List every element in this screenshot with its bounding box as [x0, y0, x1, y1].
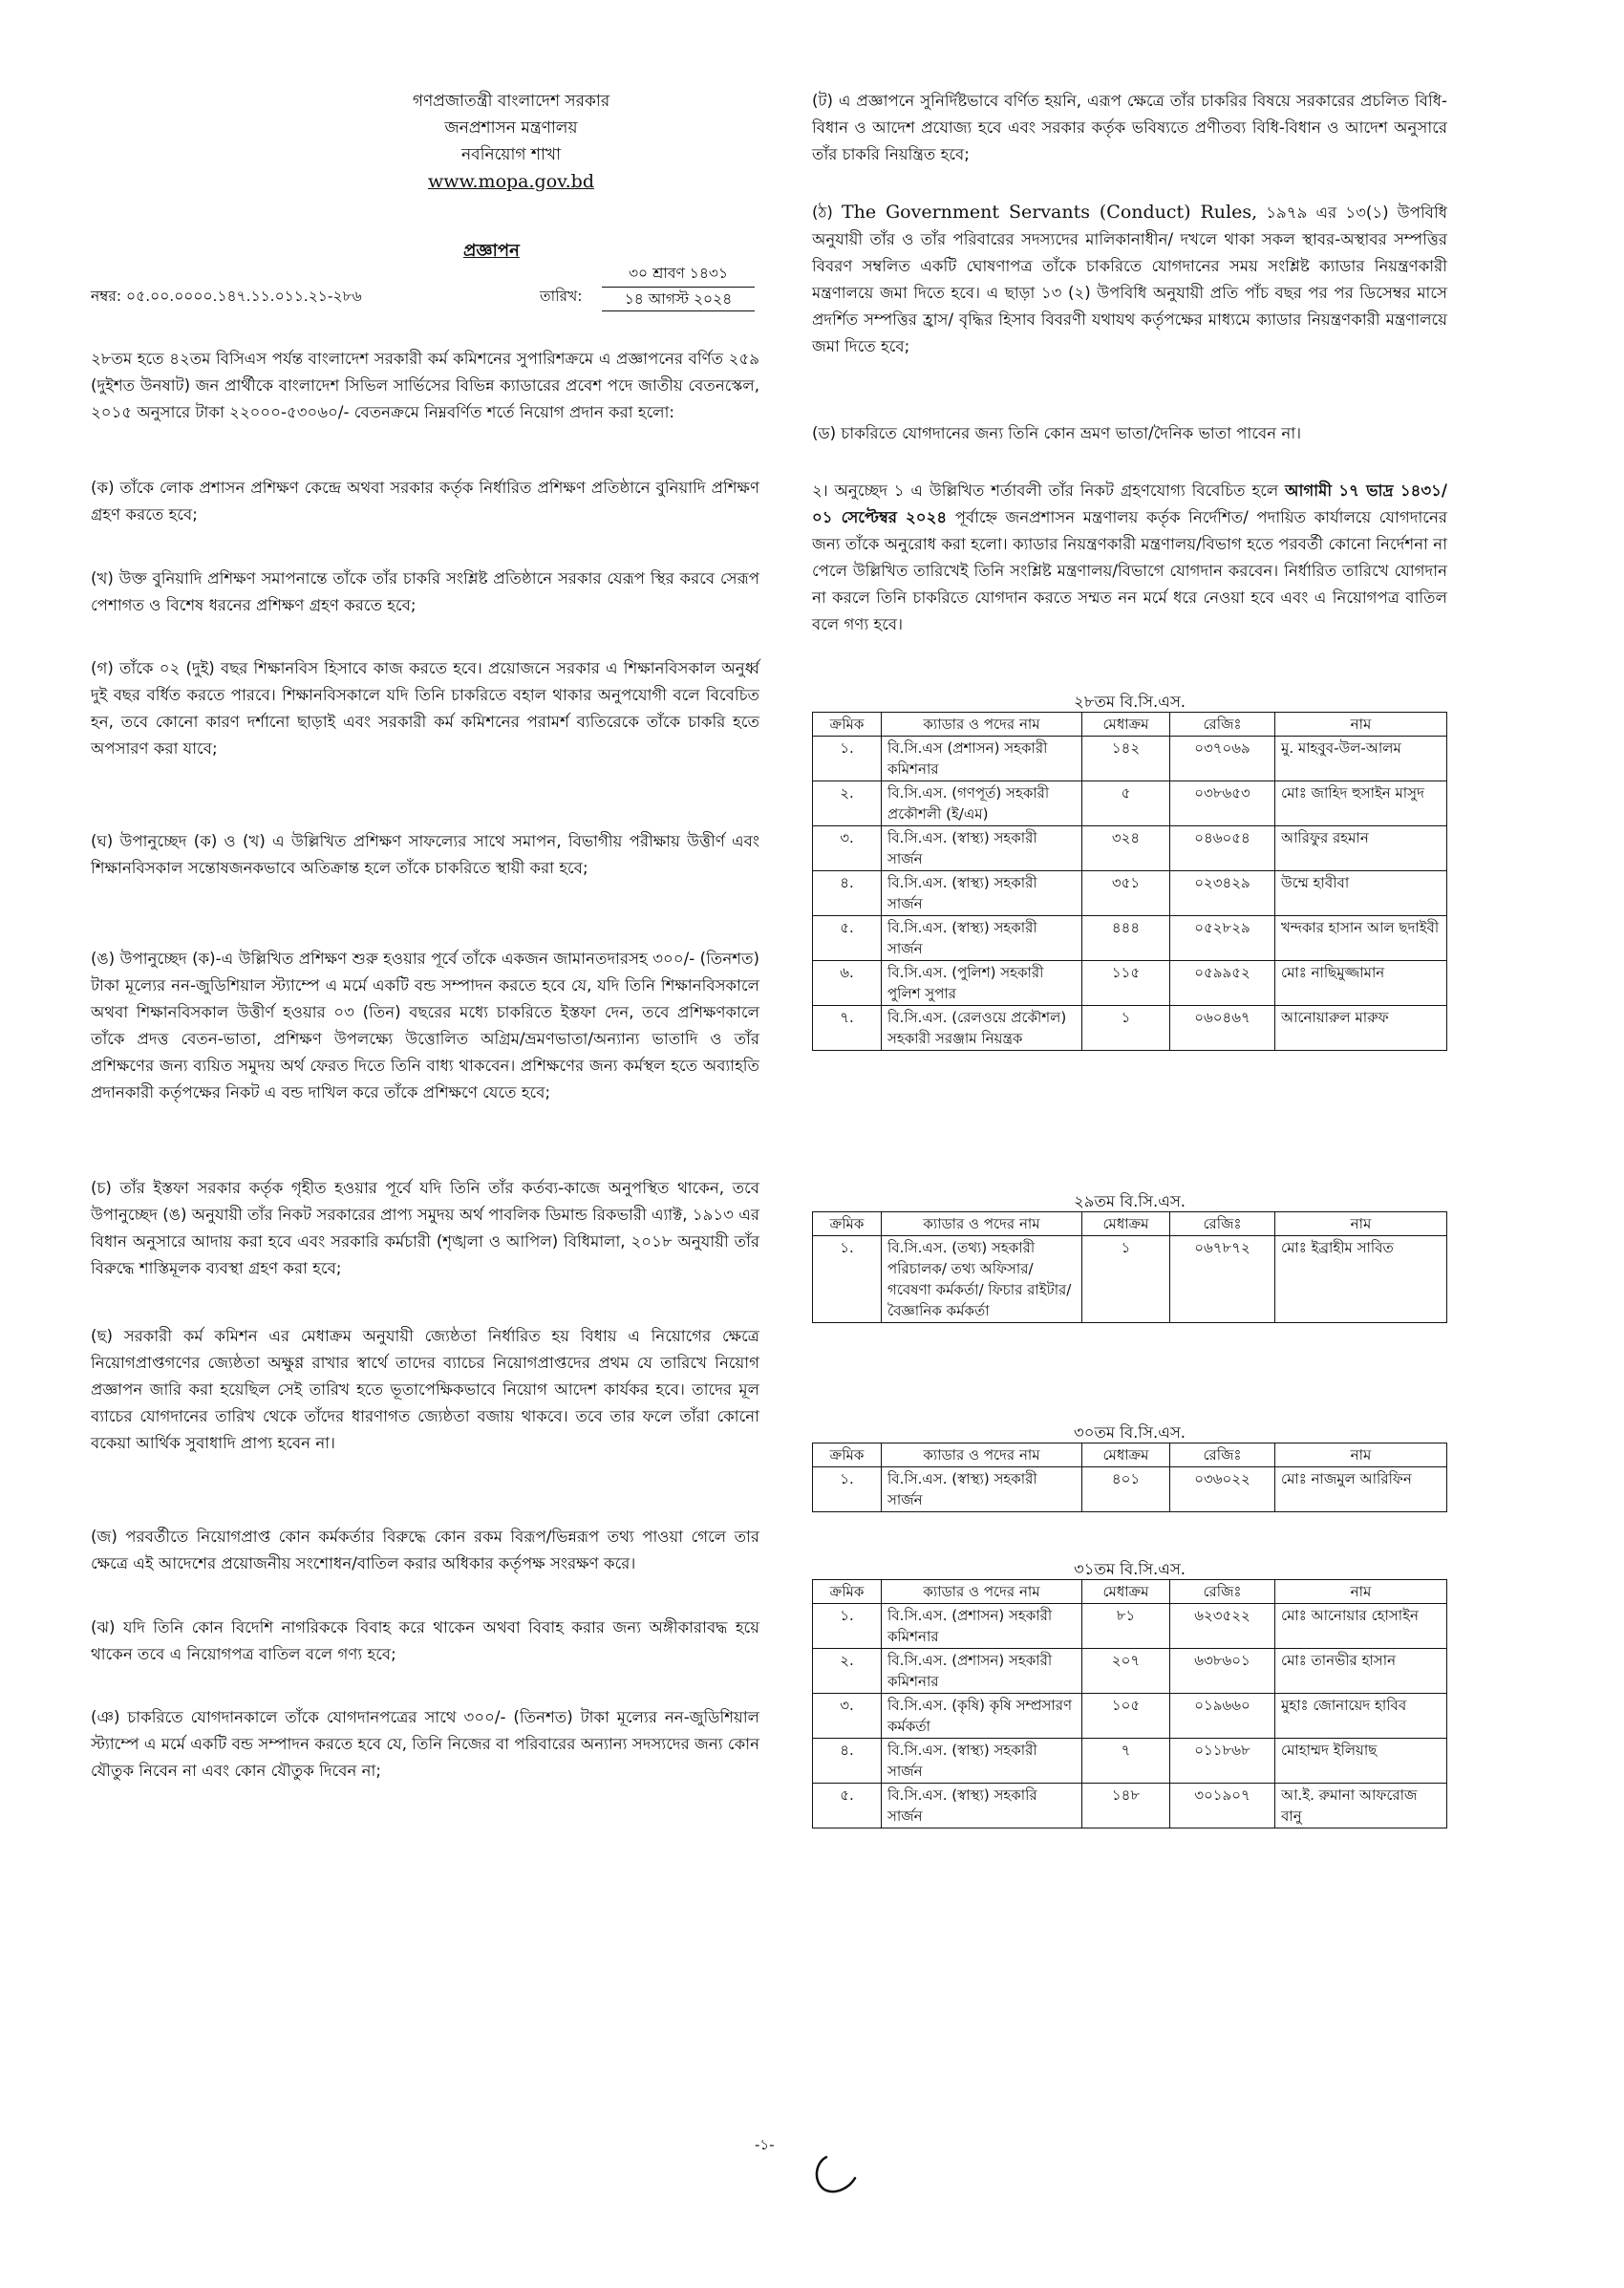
clause-nya	[91, 1704, 759, 1785]
cell-reg: ৬২৩৫২২	[1170, 1604, 1275, 1649]
clause-text: (খ) উক্ত বুনিয়াদি প্রশিক্ষণ সমাপনান্তে তাঁকে তাঁর চাকরি সংশ্লিষ্ট প্রতিষ্ঠানে সরকার যেরূপ স্থির করবে সেরূপ পেশাগত ও বিশেষ ধরনের প্রশিক্ষণ গ্রহণ করতে হবে;	[91, 569, 759, 614]
cell-reg: ০১১৮৬৮	[1170, 1739, 1275, 1784]
cell-reg: ০১৯৬৬০	[1170, 1694, 1275, 1739]
govt-name: গণপ্রজাতন্ত্রী বাংলাদেশ সরকার	[412, 92, 610, 111]
cell-reg: ৩০১৯০৭	[1170, 1784, 1275, 1828]
cell-merit: ১১৫	[1082, 961, 1170, 1006]
cell-name: আ.ই. রুমানা আফরোজ বানু	[1275, 1784, 1447, 1828]
appointee-table-31	[812, 1579, 1447, 1828]
signature-mark	[807, 2149, 874, 2197]
cell-serial: ৪.	[813, 1739, 882, 1784]
letterhead	[310, 88, 712, 195]
cell-name: মোঃ নাজমুল আরিফিন	[1275, 1467, 1447, 1512]
date-block	[602, 262, 755, 311]
cell-serial: ২.	[813, 1649, 882, 1694]
table-row	[813, 1649, 1447, 1694]
cell-serial: ২.	[813, 781, 882, 826]
batch-title-30: ৩০তম বি.সি.এস.	[1074, 1423, 1186, 1442]
table-row	[813, 1694, 1447, 1739]
table-header-row	[813, 1212, 1447, 1236]
cell-serial: ৩.	[813, 1694, 882, 1739]
cell-serial: ৬.	[813, 961, 882, 1006]
page-number: -১-	[755, 2136, 775, 2153]
cell-reg: ০৬০৪৬৭	[1170, 1006, 1275, 1051]
clause-text: (জ) পরবর্তীতে নিয়োগপ্রাপ্ত কোন কর্মকর্তার বিরুদ্ধে কোন রকম বিরূপ/ভিন্নরূপ তথ্য পাওয়া গেলে তার ক্ষেত্রে এই আদেশের প্রয়োজনীয় সংশোধন/বাতিল করার অধিকার কর্তৃপক্ষ সংরক্ষণ করে।	[91, 1528, 760, 1572]
table-row	[813, 826, 1447, 871]
cell-name: মুহাঃ জোনায়েদ হাবিব	[1275, 1694, 1447, 1739]
cell-cadre: বি.সি.এস. (স্বাস্থ্য) সহকারী সার্জন	[882, 916, 1082, 961]
header-name: নাম	[1275, 713, 1447, 737]
cell-cadre: বি.সি.এস. (স্বাস্থ্য) সহকারী সার্জন	[882, 1739, 1082, 1784]
table-row	[813, 961, 1447, 1006]
cell-cadre: বি.সি.এস. (তথ্য) সহকারী পরিচালক/ তথ্য অফিসার/ গবেষণা কর্মকর্তা/ ফিচার রাইটার/ বৈজ্ঞানিক কর্মকর্তা	[882, 1236, 1082, 1323]
intro-text: ২৮তম হতে ৪২তম বিসিএস পর্যন্ত বাংলাদেশ সরকারী কর্ম কমিশনের সুপারিশক্রমে এ প্রজ্ঞাপনের বর্ণিত ২৫৯ (দুইশত উনষাট) জন প্রার্থীকে বাংলাদেশ সিভিল সার্ভিসের বিভিন্ন ক্যাডারের প্রবেশ পদে জাতীয় বেতনস্কেল, ২০১৫ অনুসারে টাকা ২২০০০-৫৩০৬০/- বেতনক্রমে নিম্নবর্ণিত শর্তে নিয়োগ প্রদান করা হলো:	[91, 350, 759, 421]
header-cadre: ক্যাডার ও পদের নাম	[882, 1443, 1082, 1467]
date-label: তারিখ:	[540, 288, 583, 305]
p2-start: ২। অনুচ্ছেদ ১ এ উল্লিখিত শর্তাবলী তাঁর নিকট গ্রহণযোগ্য বিবেচিত হলে	[812, 481, 1286, 500]
clause-umo	[91, 946, 759, 1106]
website-link[interactable]: www.mopa.gov.bd	[427, 171, 594, 192]
cell-merit: ৫	[1082, 781, 1170, 826]
header-merit: মেধাক্রম	[1082, 1443, 1170, 1467]
clause-text: (ছ) সরকারী কর্ম কমিশন এর মেধাক্রম অনুযায়ী জ্যেষ্ঠতা নির্ধারিত হয় বিধায় এ নিয়োগের ক্ষেত্রে নিয়োগপ্রাপ্তগণের জ্যেষ্ঠতা অক্ষুণ্ণ রাখার স্বার্থে তাদের ব্যাচের নিয়োগপ্রাপ্তদের প্রথম যে তারিখে নিয়োগ প্রজ্ঞাপন জারি করা হয়েছিল সেই তারিখ হতে ভূতাপেক্ষিকভাবে নিয়োগ আদেশ কার্যকর হবে। তাদের মূল ব্যাচের যোগদানের তারিখ থেকে তাঁদের ধারণাগত জ্যেষ্ঠতা বজায় থাকবে। তবে তার ফলে তাঁরা কোনো বকেয়া আর্থিক সুবাধাদি প্রাপ্য হবেন না।	[91, 1327, 760, 1452]
header-serial: ক্রমিক	[813, 1212, 882, 1236]
cell-cadre: বি.সি.এস. (গণপূর্ত) সহকারী প্রকৌশলী (ই/এম)	[882, 781, 1082, 826]
header-cadre: ক্যাডার ও পদের নাম	[882, 1212, 1082, 1236]
cell-reg: ০৩৬০২২	[1170, 1467, 1275, 1512]
header-serial: ক্রমিক	[813, 1580, 882, 1604]
cell-name: মোঃ ইব্রাহীম সাবিত	[1275, 1236, 1447, 1323]
clause-da	[812, 420, 1447, 447]
table-row	[813, 781, 1447, 826]
cell-merit: ৪০১	[1082, 1467, 1170, 1512]
batch-title-28: ২৮তম বি.সি.এস.	[1074, 693, 1186, 711]
ministry-name: জনপ্রশাসন মন্ত্রণালয়	[444, 118, 578, 138]
cell-reg: ০৬৭৮৭২	[1170, 1236, 1275, 1323]
clause-text	[812, 199, 1447, 360]
table-row	[813, 916, 1447, 961]
table-row	[813, 1739, 1447, 1784]
clause-text: (ঙ) উপানুচ্ছেদ (ক)-এ উল্লিখিত প্রশিক্ষণ শুরু হওয়ার পূর্বে তাঁকে একজন জামানতদারসহ ৩০০/- (তিনশত) টাকা মূল্যের নন-জুডিশিয়াল স্ট্যাম্পে এ মর্মে একটি বন্ড সম্পাদন করতে হবে যে, যদি তিনি শিক্ষানবিসকালে অথবা শিক্ষানবিসকাল উত্তীর্ণ হওয়ার ০৩ (তিন) বছরের মধ্যে চাকরিতে ইস্তফা দেন, তবে প্রশিক্ষণকালে তাঁকে প্রদত্ত বেতন-ভাতা, প্রশিক্ষণ উপলক্ষ্যে উত্তোলিত অগ্রিম/ভ্রমণভাতা/অন্যান্য ভাতাদি ও তাঁর প্রশিক্ষণের জন্য ব্যয়িত সমুদয় অর্থ ফেরত দিতে তিনি বাধ্য থাকবেন। প্রশিক্ষণের জন্য কর্মস্থল হতে অব্যাহতি প্রদানকারী কর্তৃপক্ষের নিকট এ বন্ড দাখিল করে তাঁকে প্রশিক্ষণে যেতে হবে;	[91, 950, 759, 1101]
cell-cadre: বি.সি.এস. (পুলিশ) সহকারী পুলিশ সুপার	[882, 961, 1082, 1006]
header-serial: ক্রমিক	[813, 1443, 882, 1467]
table-row	[813, 1006, 1447, 1051]
cell-cadre: বি.সি.এস. (স্বাস্থ্য) সহকারী সার্জন	[882, 826, 1082, 871]
batch-title-29: ২৯তম বি.সি.এস.	[1074, 1192, 1186, 1210]
clause-text: (ঝ) যদি তিনি কোন বিদেশি নাগরিককে বিবাহ করে থাকেন অথবা বিবাহ করার জন্য অঙ্গীকারাবদ্ধ হয়ে থাকেন তবে এ নিয়োগপত্র বাতিল বলে গণ্য হবে;	[91, 1618, 759, 1663]
header-reg: রেজিঃ	[1170, 1443, 1275, 1467]
cell-merit: ১৪৮	[1082, 1784, 1170, 1828]
date-english: ১৪ আগস্ট ২০২৪	[602, 288, 755, 311]
clause-text: (ঞ) চাকরিতে যোগদানকালে তাঁকে যোগদানপত্রের সাথে ৩০০/- (তিনশত) টাকা মূল্যের নন-জুডিশিয়াল স্ট্যাম্পে এ মর্মে একটি বন্ড সম্পাদন করতে হবে যে, তিনি নিজের বা পরিবারের অন্যান্য সদস্যদের জন্য কোন যৌতুক নিবেন না এবং কোন যৌতুক দিবেন না;	[91, 1708, 759, 1780]
table-row	[813, 1784, 1447, 1828]
joining-instruction	[812, 478, 1447, 638]
cell-reg: ০৪৬০৫৪	[1170, 826, 1275, 871]
cell-reg: ০৩৮৬৫৩	[1170, 781, 1275, 826]
cell-name: মোঃ জাহিদ হুসাইন মাসুদ	[1275, 781, 1447, 826]
cell-merit: ৮১	[1082, 1604, 1170, 1649]
cell-name: মোঃ তানভীর হাসান	[1275, 1649, 1447, 1694]
conduct-rules-title: The Government Servants (Conduct) Rules,	[841, 202, 1258, 223]
clause-ja	[91, 1524, 759, 1577]
clause-text: (ট) এ প্রজ্ঞাপনে সুনির্দিষ্টভাবে বর্ণিত হয়নি, এরূপ ক্ষেত্রে তাঁর চাকরির বিষয়ে সরকারের প্রচলিত বিধি-বিধান ও আদেশ প্রযোজ্য হবে এবং সরকার কর্তৃক ভবিষ্যতে প্রণীতব্য বিধি-বিধান ও আদেশ অনুসারে তাঁর চাকরি নিয়ন্ত্রিত হবে;	[812, 92, 1447, 163]
appointee-table-29	[812, 1211, 1447, 1323]
header-cadre: ক্যাডার ও পদের নাম	[882, 1580, 1082, 1604]
cell-serial: ৪.	[813, 871, 882, 916]
cell-cadre: বি.সি.এস. (কৃষি) কৃষি সম্প্রসারণ কর্মকর্তা	[882, 1694, 1082, 1739]
cell-name: আরিফুর রহমান	[1275, 826, 1447, 871]
cell-merit: ১	[1082, 1236, 1170, 1323]
clause-text: (ড) চাকরিতে যোগদানের জন্য তিনি কোন ভ্রমণ ভাতা/দৈনিক ভাতা পাবেন না।	[812, 424, 1302, 442]
clause-text: (ক) তাঁকে লোক প্রশাসন প্রশিক্ষণ কেন্দ্রে অথবা সরকার কর্তৃক নির্ধারিত প্রশিক্ষণ প্রতিষ্ঠানে বুনিয়াদি প্রশিক্ষণ গ্রহণ করতে হবে;	[91, 479, 759, 524]
clause-ca	[91, 1175, 759, 1282]
cell-name: আনোয়ারুল মারুফ	[1275, 1006, 1447, 1051]
cell-cadre: বি.সি.এস. (প্রশাসন) সহকারী কমিশনার	[882, 1649, 1082, 1694]
table-header-row	[813, 713, 1447, 737]
clause-text: (চ) তাঁর ইস্তফা সরকার কর্তৃক গৃহীত হওয়ার পূর্বে যদি তিনি তাঁর কর্তব্য-কাজে অনুপস্থিত থাকেন, তবে উপানুচ্ছেদ (ঙ) অনুযায়ী তাঁর নিকট সরকারের প্রাপ্য সমুদয় অর্থ পাবলিক ডিমান্ড রিকভারী এ্যাক্ট, ১৯১৩ এর বিধান অনুসারে আদায় করা হবে এবং সরকারি কর্মচারী (শৃঙ্খলা ও আপিল) বিধিমালা, ২০১৮ অনুযায়ী তাঁর বিরুদ্ধে শাস্তিমূলক ব্যবস্থা গ্রহণ করা হবে;	[91, 1179, 759, 1277]
appointee-table-28	[812, 712, 1447, 1051]
cell-serial: ১.	[813, 1467, 882, 1512]
header-merit: মেধাক্রম	[1082, 1580, 1170, 1604]
table-row	[813, 737, 1447, 781]
cell-cadre: বি.সি.এস (প্রশাসন) সহকারী কমিশনার	[882, 737, 1082, 781]
memo-number: নম্বর: ০৫.০০.০০০০.১৪৭.১১.০১১.২১-২৮৬	[91, 288, 362, 305]
cell-reg: ০৫৯৯৫২	[1170, 961, 1275, 1006]
cell-name: মু. মাহবুব-উল-আলম	[1275, 737, 1447, 781]
cell-merit: ২০৭	[1082, 1649, 1170, 1694]
cell-merit: ১	[1082, 1006, 1170, 1051]
clause-ga	[91, 655, 759, 762]
clause-kha	[91, 566, 759, 619]
cell-cadre: বি.সি.এস. (স্বাস্থ্য) সহকারি সার্জন	[882, 1784, 1082, 1828]
header-reg: রেজিঃ	[1170, 713, 1275, 737]
clause-gha	[91, 828, 759, 882]
intro-paragraph	[91, 346, 759, 426]
clause-tha	[812, 199, 1447, 360]
clause-prefix: (ঠ)	[812, 203, 842, 222]
cell-serial: ৫.	[813, 916, 882, 961]
header-merit: মেধাক্রম	[1082, 1212, 1170, 1236]
cell-reg: ৬৩৮৬০১	[1170, 1649, 1275, 1694]
clause-ta	[812, 88, 1447, 168]
batch-title-31: ৩১তম বি.সি.এস.	[1074, 1560, 1186, 1578]
cell-cadre: বি.সি.এস. (স্বাস্থ্য) সহকারী সার্জন	[882, 1467, 1082, 1512]
cell-serial: ১.	[813, 1236, 882, 1323]
cell-reg: ০৫২৮২৯	[1170, 916, 1275, 961]
joining-deadline: আগামী ১৭ ভাদ্র ১৪৩১/ ০১ সেপ্টেম্বর ২০২৪	[812, 481, 1447, 526]
clause-jha	[91, 1614, 759, 1668]
appointee-table-30	[812, 1443, 1447, 1512]
header-merit: মেধাক্রম	[1082, 713, 1170, 737]
table-row	[813, 1236, 1447, 1323]
clause-cha	[91, 1323, 759, 1457]
header-cadre: ক্যাডার ও পদের নাম	[882, 713, 1082, 737]
header-name: নাম	[1275, 1580, 1447, 1604]
cell-serial: ৫.	[813, 1784, 882, 1828]
p2-end: পূর্বাহ্নে জনপ্রশাসন মন্ত্রণালয় কর্তৃক নির্দেশিত/ পদায়িত কার্যালয়ে যোগদানের জন্য তাঁকে অনুরোধ করা হলো। ক্যাডার নিয়ন্ত্রণকারী মন্ত্রণালয়/বিভাগ হতে পরবর্তী কোনো নির্দেশনা না পেলে উল্লিখিত তারিখেই তিনি সংশ্লিষ্ট মন্ত্রণালয়/বিভাগে যোগদান করবেন। নির্ধারিত তারিখে যোগদান না করলে তিনি চাকরিতে যোগদান করতে সম্মত নন মর্মে ধরে নেওয়া হবে এবং এ নিয়োগপত্র বাতিল বলে গণ্য হবে।	[812, 508, 1447, 633]
cell-merit: ৭	[1082, 1739, 1170, 1784]
cell-name: মোহাম্মদ ইলিয়াছ	[1275, 1739, 1447, 1784]
clause-text: (গ) তাঁকে ০২ (দুই) বছর শিক্ষানবিস হিসাবে কাজ করতে হবে। প্রয়োজনে সরকার এ শিক্ষানবিসকাল অনুর্ধ্ব দুই বছর বর্ধিত করতে পারবে। শিক্ষানবিসকালে যদি তিনি চাকরিতে বহাল থাকার অনুপযোগী বলে বিবেচিত হন, তবে কোনো কারণ দর্শানো ছাড়াই এবং সরকারী কর্ম কমিশনের পরামর্শ ব্যতিরেকে তাঁকে চাকরি হতে অপসারণ করা যাবে;	[91, 659, 759, 758]
cell-merit: ১০৫	[1082, 1694, 1170, 1739]
table-header-row	[813, 1443, 1447, 1467]
header-name: নাম	[1275, 1443, 1447, 1467]
cell-serial: ১.	[813, 737, 882, 781]
date-bangla: ৩০ শ্রাবণ ১৪৩১	[602, 262, 755, 288]
paragraph-2	[812, 478, 1447, 638]
cell-cadre: বি.সি.এস. (প্রশাসন) সহকারী কমিশনার	[882, 1604, 1082, 1649]
section-name: নবনিয়োগ শাখা	[460, 145, 562, 164]
cell-name: মোঃ আনোয়ার হোসাইন	[1275, 1604, 1447, 1649]
cell-merit: ৩৫১	[1082, 871, 1170, 916]
cell-reg: ০২৩৪২৯	[1170, 871, 1275, 916]
cell-serial: ৩.	[813, 826, 882, 871]
cell-cadre: বি.সি.এস. (স্বাস্থ্য) সহকারী সার্জন	[882, 871, 1082, 916]
table-row	[813, 871, 1447, 916]
cell-name: মোঃ নাছিমুজ্জামান	[1275, 961, 1447, 1006]
table-row	[813, 1604, 1447, 1649]
table-row	[813, 1467, 1447, 1512]
cell-merit: ১৪২	[1082, 737, 1170, 781]
header-serial: ক্রমিক	[813, 713, 882, 737]
page-title: প্রজ্ঞাপন	[463, 241, 520, 261]
cell-cadre: বি.সি.এস. (রেলওয়ে প্রকৌশল) সহকারী সরঞ্জাম নিয়ন্ত্রক	[882, 1006, 1082, 1051]
cell-reg: ০৩৭০৬৯	[1170, 737, 1275, 781]
header-reg: রেজিঃ	[1170, 1212, 1275, 1236]
clause-ka	[91, 475, 759, 528]
clause-text: (ঘ) উপানুচ্ছেদ (ক) ও (খ) এ উল্লিখিত প্রশিক্ষণ সাফল্যের সাথে সমাপন, বিভাগীয় পরীক্ষায় উত্তীর্ণ এবং শিক্ষানবিসকাল সন্তোষজনকভাবে অতিক্রান্ত হলে তাঁকে চাকরিতে স্থায়ী করা হবে;	[91, 832, 759, 877]
clause-rest: ১৯৭৯ এর ১৩(১) উপবিধি অনুযায়ী তাঁর ও তাঁর পরিবারের সদস্যদের মালিকানাধীন/ দখলে থাকা সকল স্থাবর-অস্থাবর সম্পত্তির বিবরণ সম্বলিত একটি ঘোষণাপত্র তাঁকে চাকরিতে যোগদানের সময় সংশ্লিষ্ট ক্যাডার নিয়ন্ত্রণকারী মন্ত্রণালয়ে জমা দিতে হবে। এ ছাড়া ১৩ (২) উপবিধি অনুযায়ী প্রতি পাঁচ বছর পর পর ডিসেম্বর মাসে প্রদর্শিত সম্পত্তির হ্রাস/ বৃদ্ধির হিসাব বিবরণী যথাযথ কর্তৃপক্ষের মাধ্যমে ক্যাডার নিয়ন্ত্রণকারী মন্ত্রণালয়ে জমা দিতে হবে;	[812, 203, 1447, 355]
header-reg: রেজিঃ	[1170, 1580, 1275, 1604]
header-name: নাম	[1275, 1212, 1447, 1236]
cell-serial: ১.	[813, 1604, 882, 1649]
cell-name: উম্মে হাবীবা	[1275, 871, 1447, 916]
cell-serial: ৭.	[813, 1006, 882, 1051]
cell-name: খন্দকার হাসান আল ছদাইবী	[1275, 916, 1447, 961]
table-header-row	[813, 1580, 1447, 1604]
cell-merit: ৩২৪	[1082, 826, 1170, 871]
cell-merit: ৪৪৪	[1082, 916, 1170, 961]
